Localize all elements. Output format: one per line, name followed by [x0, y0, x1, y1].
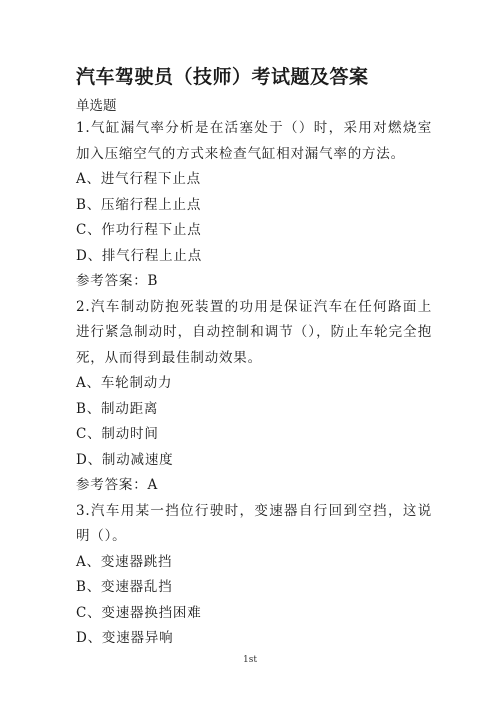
- question-text: 2.汽车制动防抱死装置的功用是保证汽车在任何路面上进行紧急制动时，自动控制和调节（），防止车轮完全抱死，从而得到最佳制动效果。: [76, 298, 432, 366]
- page-footer: 1st: [243, 655, 257, 665]
- section-heading: 单选题: [76, 98, 117, 114]
- option-c: C、制动时间: [76, 426, 159, 442]
- option-a: A、车轮制动力: [76, 375, 173, 391]
- question-text: 3.汽车用某一挡位行驶时，变速器自行回到空挡，这说明（）。: [76, 502, 432, 544]
- option-a: A、进气行程下止点: [76, 171, 201, 187]
- option-d: D、制动减速度: [76, 451, 174, 468]
- option-b: B、制动距离: [76, 400, 159, 417]
- question-text: 1.气缸漏气率分析是在活塞处于（）时，采用对燃烧室加入压缩空气的方式来检查气缸相对漏气率的方法。: [76, 120, 432, 162]
- option-a: A、变速器跳挡: [76, 553, 173, 570]
- option-c: C、作功行程下止点: [76, 222, 202, 238]
- option-b: B、压缩行程上止点: [76, 196, 202, 213]
- answer-text: 参考答案：B: [76, 273, 159, 289]
- option-c: C、变速器换挡困难: [76, 604, 202, 621]
- document-title: 汽车驾驶员（技师）考试题及答案: [76, 66, 369, 88]
- answer-text: 参考答案：A: [76, 477, 159, 493]
- question-list: [76, 116, 432, 652]
- question-block: [76, 499, 432, 652]
- question-block: [76, 116, 432, 295]
- option-d: D、变速器异响: [76, 630, 174, 646]
- option-b: B、变速器乱挡: [76, 579, 173, 595]
- question-block: [76, 295, 432, 499]
- option-d: D、排气行程上止点: [76, 247, 203, 264]
